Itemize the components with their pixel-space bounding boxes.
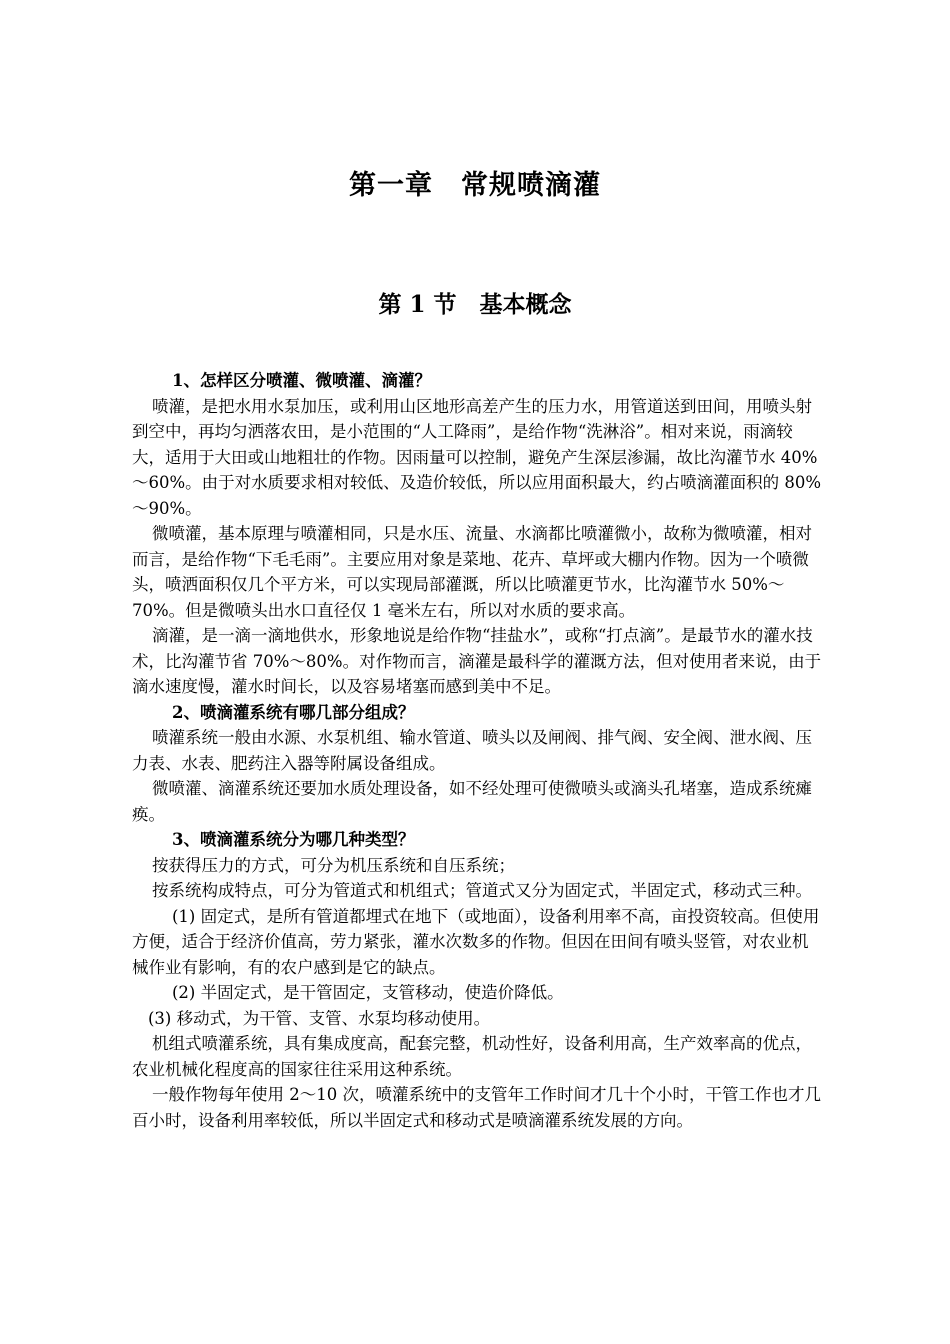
chapter-title: 第一章 常规喷滴灌 — [349, 170, 601, 201]
paragraph-water-treatment: 微喷灌、滴灌系统还要加水质处理设备，如不经处理可使微喷头或滴头孔堵塞，造成系统瘫痪。 — [132, 779, 812, 824]
paragraph-sprinkler: 喷灌，是把水用水泵加压，或利用山区地形高差产生的压力水，用管道送到田间，用喷头射到空中，再均匀洒落农田，是小范围的“人工降雨”，是给作物“洗淋浴”。相对来说，雨滴较大，适用于大田或山地粗壮的作物。因雨量可以控制，避免产生深层渗漏，故比沟灌节水 40%～60%。由于对水质要求相对较低、及造价较低，所以应用面积最大，约占喷滴灌面积的 80%～90%。 — [132, 396, 822, 518]
question-heading-1: 1、怎样区分喷灌、微喷灌、滴灌？ — [172, 371, 431, 390]
paragraph-mobile-type: (3) 移动式，为干管、支管、水泵均移动使用。 — [148, 1008, 491, 1028]
paragraph-development-direction: 一般作物每年使用 2～10 次，喷灌系统中的支管年工作时间才几十个小时，干管工作也才几百小时，设备利用率较低，所以半固定式和移动式是喷滴灌系统发展的方向。 — [132, 1085, 821, 1130]
question-heading-2: 2、喷滴灌系统有哪几部分组成？ — [172, 702, 415, 722]
section-title: 第 1 节 基本概念 — [378, 291, 572, 318]
paragraph-drip: 滴灌，是一滴一滴地供水，形象地说是给作物“挂盐水”，或称“打点滴”。是最节水的灌水技术，比沟灌节省 70%～80%。对作物而言，滴灌是最科学的灌溉方法，但对使用者来说，由于滴水速度慢，灌水时间长，以及容易堵塞而感到美中不足。 — [132, 626, 822, 696]
document-body — [132, 368, 822, 1133]
paragraph-fixed-type: (1) 固定式，是所有管道都埋式在地下（或地面），设备利用率不高，亩投资较高。但使用方便，适合于经济价值高，劳力紧张，灌水次数多的作物。但因在田间有喷头竖管，对农业机械作业有影响，有的农户感到是它的缺点。 — [132, 906, 820, 977]
paragraph-micro-sprinkler: 微喷灌，基本原理与喷灌相同，只是水压、流量、水滴都比喷灌微小，故称为微喷灌，相对而言，是给作物“下毛毛雨”。主要应用对象是菜地、花卉、草坪或大棚内作物。因为一个喷微头，喷洒面积仅几个平方米，可以实现局部灌溉，所以比喷灌更节水，比沟灌节水 50%～70%。但是微喷头出水口直径仅 1 毫米左右，所以对水质的要求高。 — [132, 524, 812, 620]
paragraph-structure-type: 按系统构成特点，可分为管道式和机组式；管道式又分为固定式，半固定式，移动式三种。 — [152, 881, 812, 900]
paragraph-system-components: 喷灌系统一般由水源、水泵机组、输水管道、喷头以及闸阀、排气阀、安全阀、泄水阀、压力表、水表、肥药注入器等附属设备组成。 — [132, 728, 812, 773]
question-heading-3: 3、喷滴灌系统分为哪几种类型？ — [172, 830, 415, 849]
paragraph-pressure-type: 按获得压力的方式，可分为机压系统和自压系统； — [152, 855, 515, 875]
paragraph-unit-system: 机组式喷灌系统，具有集成度高，配套完整，机动性好，设备利用高，生产效率高的优点，农业机械化程度高的国家往往采用这种系统。 — [132, 1034, 812, 1079]
paragraph-semi-fixed-type: (2) 半固定式，是干管固定，支管移动，使造价降低。 — [172, 983, 564, 1002]
